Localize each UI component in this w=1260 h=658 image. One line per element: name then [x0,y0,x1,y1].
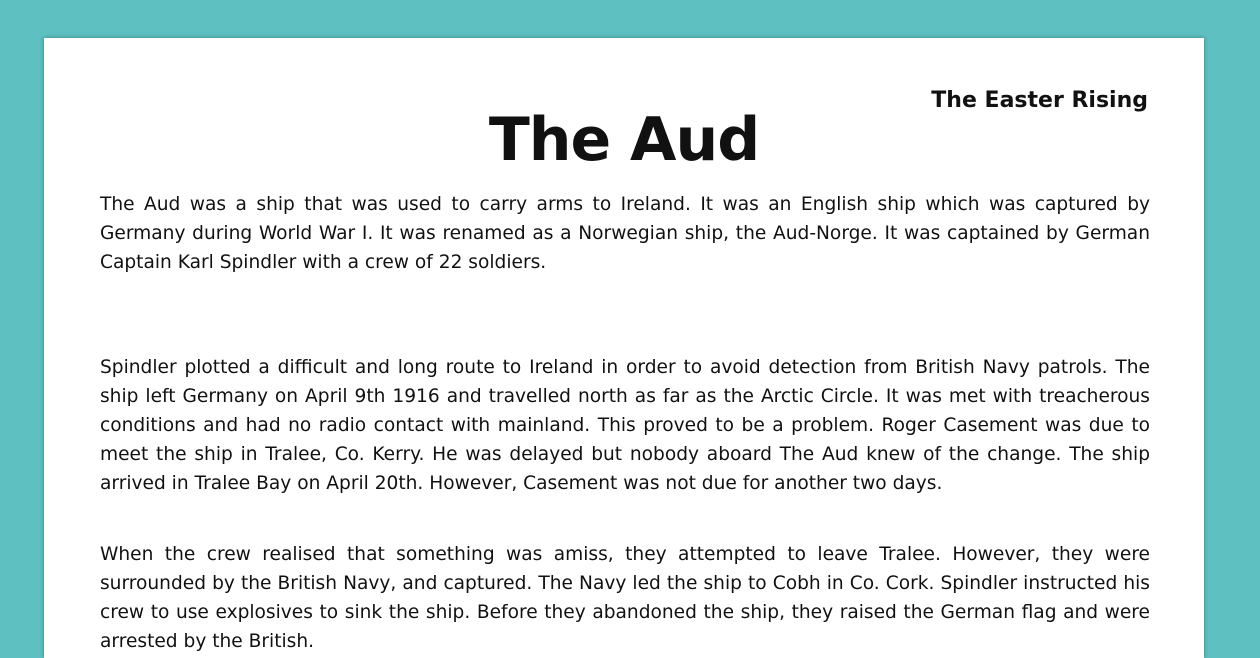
worksheet-topic: The Easter Rising [931,88,1148,113]
paragraph-1: The Aud was a ship that was used to carry arms to Ireland. It was an English ship which was captured by Germany during World War I. It was renamed as a Norwegian ship, the Aud-Norge. It was captained by German Captain Karl Spindler with a crew of 22 soldiers. [100,194,1150,273]
page-title: The Aud [488,105,760,175]
worksheet-page [44,38,1204,658]
paragraph-2: Spindler plotted a difficult and long route to Ireland in order to avoid detection from British Navy patrols. The ship left Germany on April 9th 1916 and travelled north as far as the Arctic Circle. It was met with treacherous conditions and had no radio contact with mainland. This proved to be a problem. Roger Casement was due to meet the ship in Tralee, Co. Kerry. He was delayed but nobody aboard The Aud knew of the change. The ship arrived in Tralee Bay on April 20th. However, Casement was not due for another two days. [100,357,1150,494]
paragraph-3: When the crew realised that something was amiss, they attempted to leave Tralee. However, they were surrounded by the British Navy, and captured. The Navy led the ship to Cobh in Co. Cork. Spindler instructed his crew to use explosives to sink the ship. Before they abandoned the ship, they raised the German flag and were arrested by the British. [100,544,1150,652]
